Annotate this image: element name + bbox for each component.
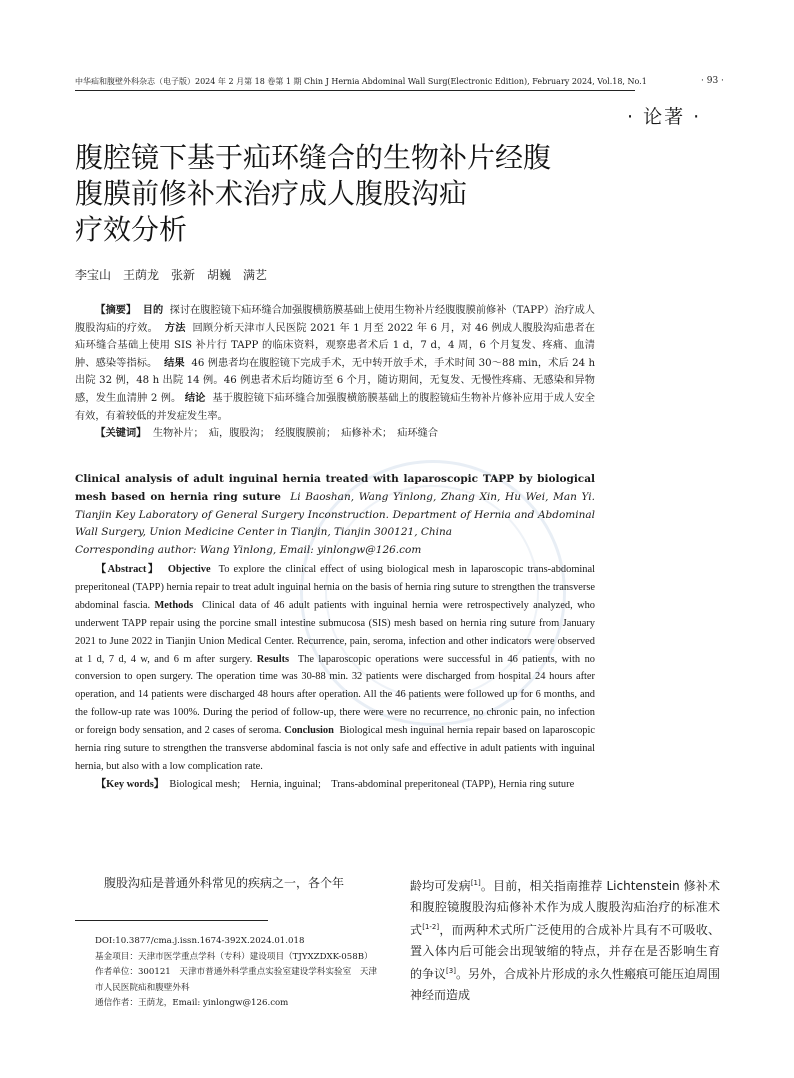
corresponding-author: Corresponding author: Wang Yinlong, Email: yinlongw@126.com [75,544,422,557]
objective-label: Objective [167,564,211,575]
title-line: 腹腔镜下基于疝环缝合的生物补片经腹 [75,141,552,174]
citation-ref[interactable]: [3] [446,967,456,975]
objective-label: 目的 [142,304,164,316]
body-text: ，而两种术式所广泛使用的合成补片具有不可吸收、置入体内后可能会出现皱缩的特点，并存在是否影响生育的争议 [410,923,720,981]
abstract-label: 【Abstract】 [95,564,160,575]
footnotes [75,934,385,1012]
conclusion-label: Conclusion [284,725,334,737]
objective-text: 探讨在腹腔镜下疝环缝合加强腹横筋膜基础上使用生物补片经腹腹膜前修补（TAPP）治疗成人腹股沟疝的疗效。 [75,305,595,334]
body-text-right [410,873,720,1005]
body-text: 。目前，相关指南推荐 Lichtenstein 修补术和腹腔镜腹股沟疝修补术作为成人腹股沟疝治疗的标准术式 [410,879,720,937]
author-list: 李宝山 王荫龙 张新 胡巍 满艺 [75,268,268,282]
page-number: · 93 · [701,76,724,86]
title-line: 腹膜前修补术治疗成人腹股沟疝 [75,177,468,210]
english-authors: Li Baoshan, Wang Yinlong, Zhang Xin, Hu Wei, Man Yi. Tianjin Key Laboratory of General Surgery Inconstruction. Department of Hernia and Abdominal Wall Surgery, Union Medicine Center in Tianjin, Tianjin 300121, China [75,490,595,539]
conclusion-text: Biological mesh inguinal hernia repair based on laparoscopic hernia ring suture to strengthen the transverse abdominal fascia is not only safe and effective in adult patients with inguinal hernia, but also with a low complication rate. [75,725,595,772]
keywords-text: 生物补片； 疝，腹股沟； 经腹腹膜前； 疝修补术； 疝环缝合 [152,428,439,440]
chinese-abstract [75,302,595,443]
doi-line: DOI:10.3877/cma.j.issn.1674-392X.2024.01.018 [95,936,305,946]
body-text: 。另外，合成补片形成的永久性瘢痕可能压迫周围神经而造成 [410,967,720,1002]
results-label: 结果 [164,356,185,369]
results-text: The laparoscopic operations were successful in 46 patients, with no conversion to open surgery. The operation time was 30-88 min. 32 patients were discharged from hospital 24 hours after operation, and 14 patients were discharged 48 hours after operation. All the 46 patients were followed up for 6 months, and the follow-up rate was 100%. During the period of follow-up, there were were no recurrence, no chronic pain, no infection or foreign body sensation, and 2 cases of seroma. [75,653,595,737]
keywords-paragraph [75,776,595,794]
body-text: 龄均可发病 [410,879,471,893]
keywords-paragraph [75,425,595,443]
english-title: Clinical analysis of adult inguinal hernia treated with laparoscopic TAPP by biological mesh based on hernia ring suture [75,473,595,503]
affiliation-line: 作者单位：300121 天津市普通外科学重点实验室建设学科实验室 天津市人民医院疝和腹壁外科 [95,967,378,993]
english-abstract [75,561,595,794]
article-title [75,140,635,248]
journal-header: 中华疝和腹壁外科杂志（电子版）2024 年 2 月第 18 卷第 1 期 Chin J Hernia Abdominal Wall Surg(Electronic Edition), February 2024, Vol.18, No.1 [75,76,635,91]
article-category: · 论著 · [627,106,702,128]
abstract-label: 【摘要】 [95,304,137,316]
conclusion-label: 结论 [184,391,206,404]
footnote-divider [75,920,268,921]
methods-label: 方法 [164,321,186,334]
abstract-paragraph [75,561,595,776]
english-title-block [75,471,595,560]
keywords-text: Biological mesh; Hernia, inguinal; Trans-abdominal preperitoneal (TAPP), Hernia ring suture [169,778,575,790]
fund-line: 基金项目：天津市医学重点学科（专科）建设项目（TJYXZDXK-058B） [95,951,373,962]
body-text-left: 腹股沟疝是普通外科常见的疾病之一，各个年 [104,876,345,890]
methods-label: Methods [154,599,194,611]
results-label: Results [256,653,290,665]
objective-text: To explore the clinical effect of using biological mesh in laparoscopic trans-abdominal preperitoneal (TAPP) hernia repair to treat adult inguinal hernia on the basis of hernia ring suture to strengthen the transverse abdominal fascia. [75,564,595,611]
keywords-label: 【关键词】 [95,427,147,440]
keywords-label: 【Key words】 [95,778,165,790]
methods-text: 回顾分析天津市人民医院 2021 年 1 月至 2022 年 6 月，对 46 例成人腹股沟疝患者在疝环缝合基础上使用 SIS 补片行 TAPP 的临床资料，观察患者术后 1 d，7 d，4 周，6 个月复发、疼痛、血清肿、感染等指标。 [75,322,595,369]
methods-text: Clinical data of 46 adult patients with inguinal hernia were retrospectively analyzed, who underwent TAPP repair using the porcine small intestine submucosa (SIS) mesh based on hernia ring suture from January 2021 to June 2022 in Tianjin Union Medical Center. Recurrence, pain, seroma, infection and other indicators were observed at 1 d, 7 d, 4 w, and 6 m after surgery. [75,599,595,665]
title-line: 疗效分析 [75,213,188,246]
corresponding-line: 通信作者：王荫龙，Email: yinlongw@126.com [95,998,289,1008]
citation-ref[interactable]: [1] [470,879,481,887]
abstract-paragraph [75,302,595,425]
results-text: 46 例患者均在腹腔镜下完成手术，无中转开放手术，手术时间 30～88 min，术后 24 h 出院 32 例，48 h 出院 14 例。46 例患者术后均随访至 6 个月，随访期间，无复发、无慢性疼痛、无感染和异物感，发生血清肿 2 例。 [75,357,596,404]
conclusion-text: 基于腹腔镜下疝环缝合加强腹横筋膜基础上的腹腔镜疝生物补片修补应用于成人安全有效，有着较低的并发症发生率。 [75,392,595,422]
citation-ref[interactable]: [1-2] [422,923,440,931]
